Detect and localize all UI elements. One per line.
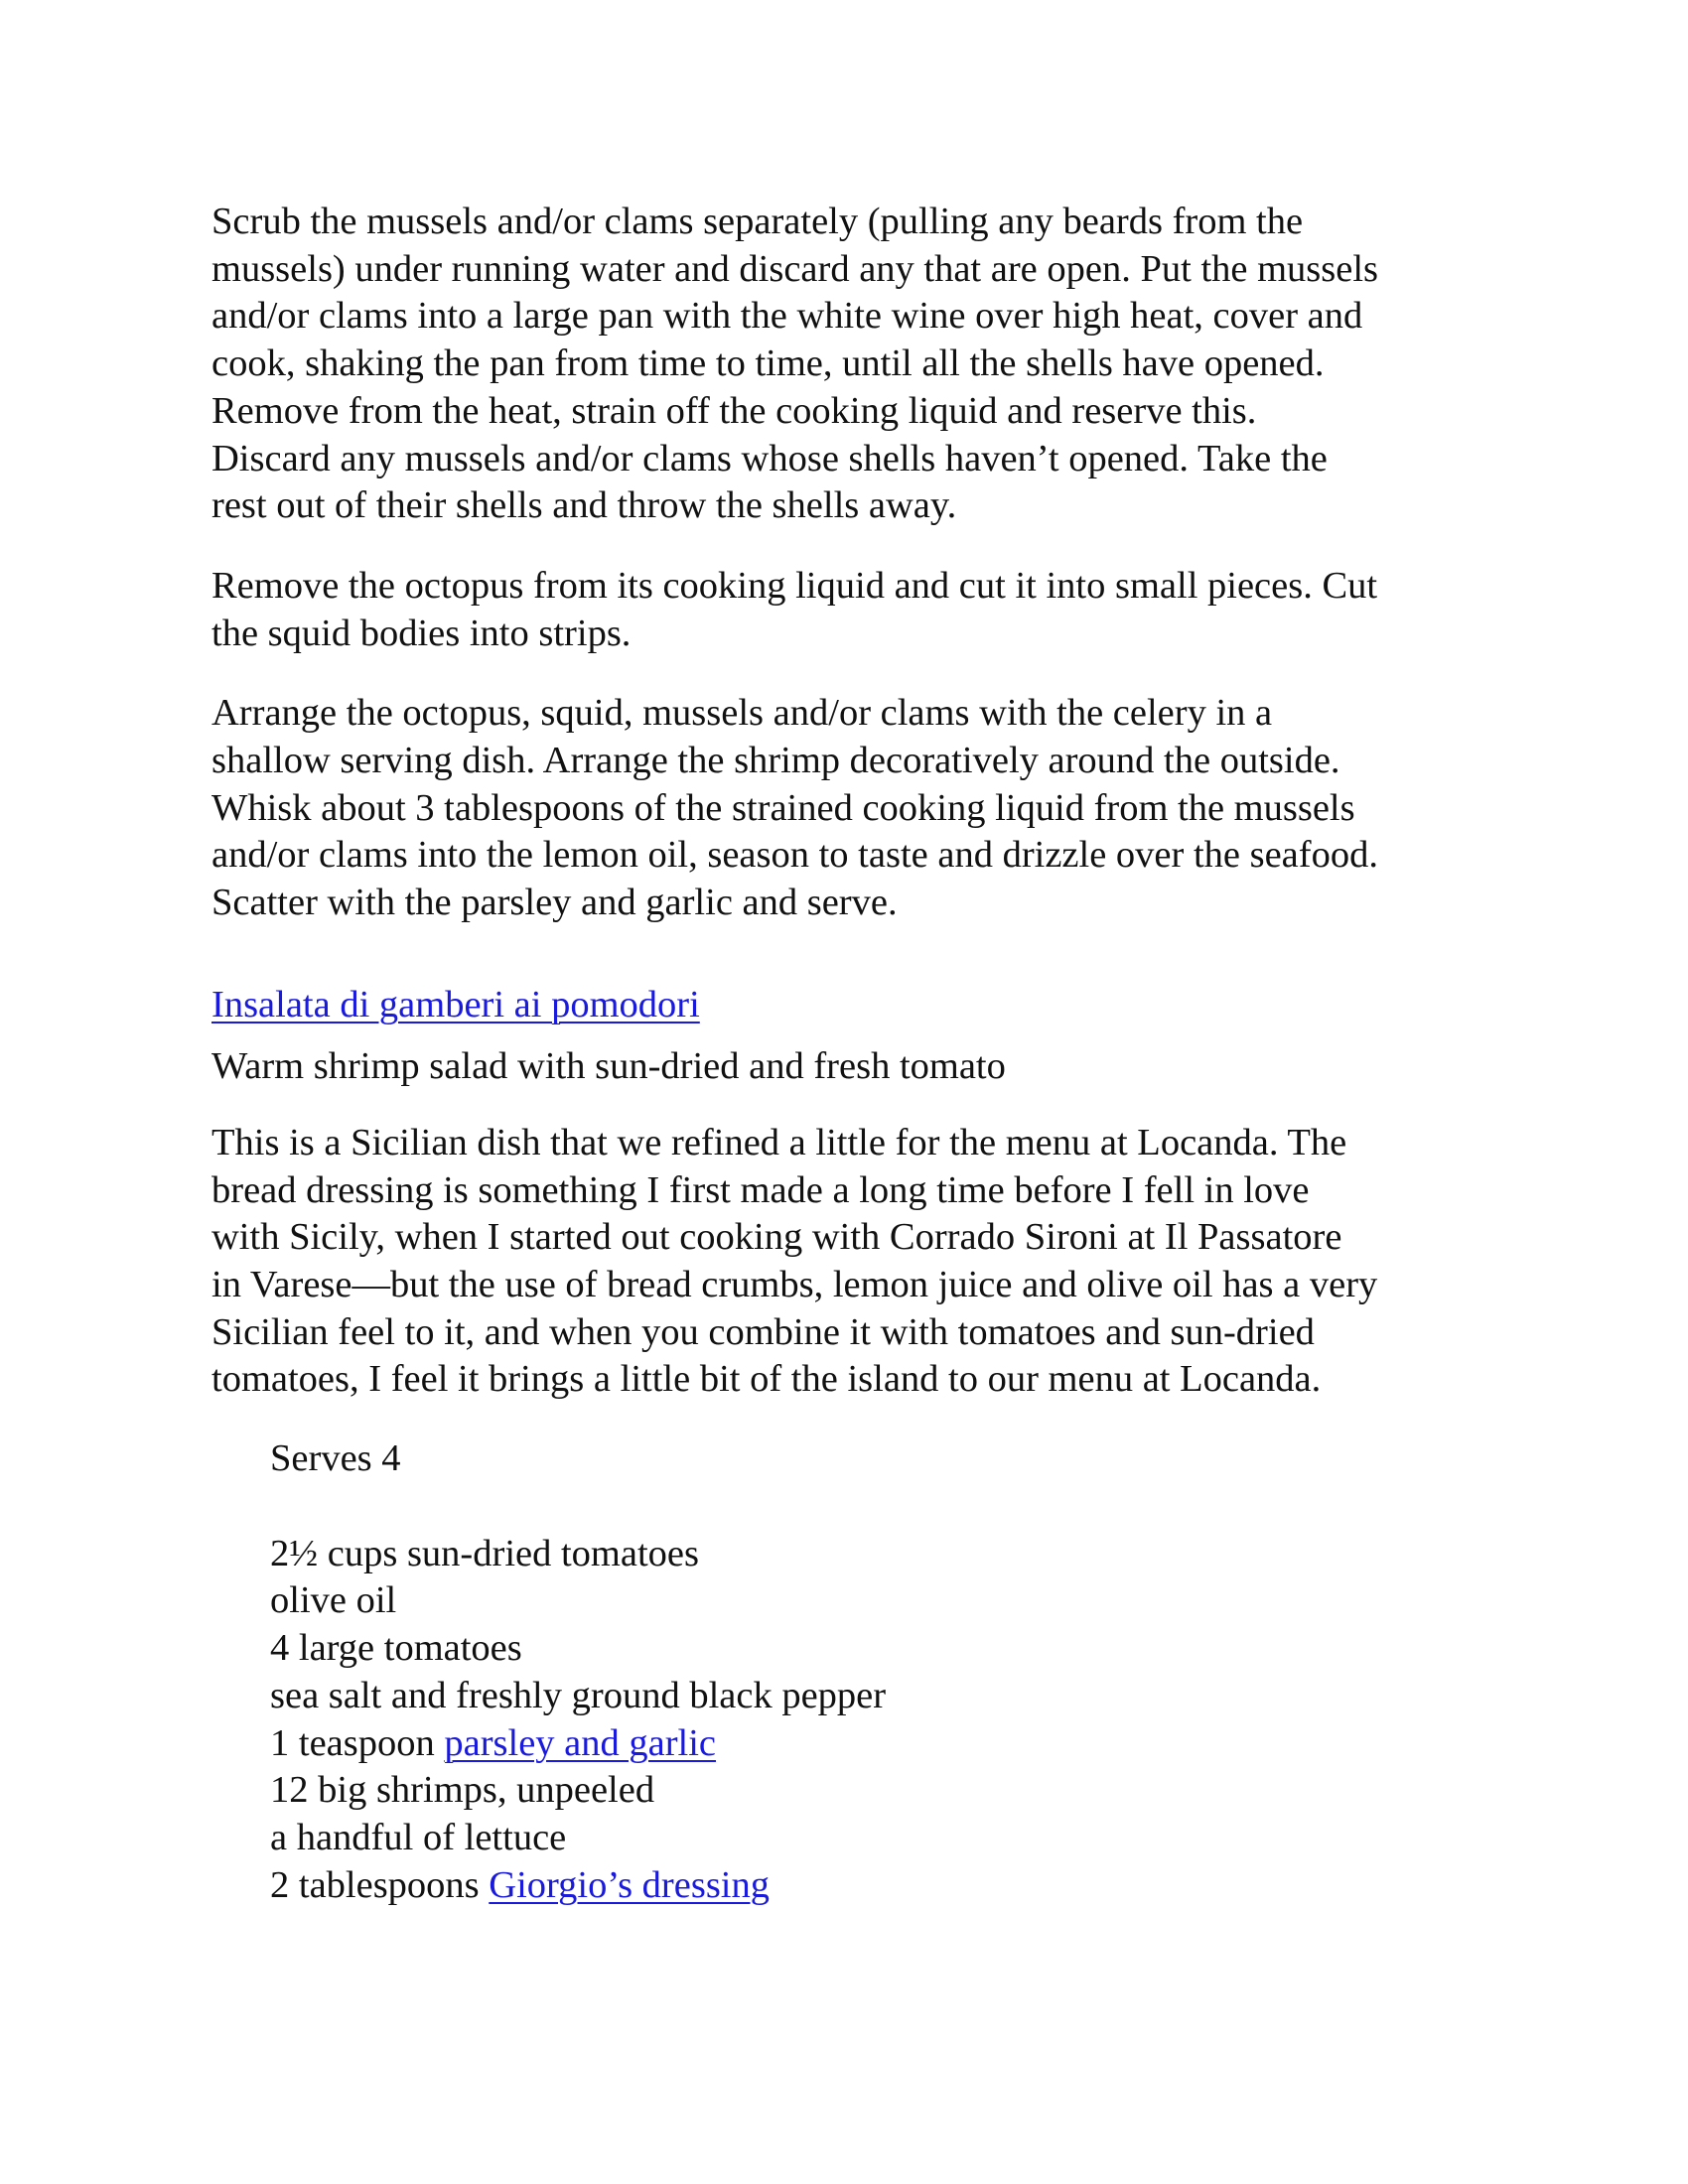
ingredient-text: 12 big shrimps, unpeeled [270,1769,655,1812]
ingredient-item [270,1625,1492,1673]
ingredient-item [270,1673,1492,1720]
text-line: Whisk about 3 tablespoons of the strained cooking liquid from the mussels [211,786,1355,829]
text-line: Scatter with the parsley and garlic and serve. [211,882,898,924]
text-line: Scrub the mussels and/or clams separately (pulling any beards from the [211,201,1304,242]
text-line: rest out of their shells and throw the shells away. [211,484,957,527]
ingredient-text: 4 large tomatoes [270,1627,522,1670]
text-line: Sicilian feel to it, and when you combine it with tomatoes and sun-dried [211,1310,1315,1353]
text-line: the squid bodies into strips. [211,612,632,654]
text-line: mussels) under running water and discard any that are open. Put the mussels [211,247,1379,290]
method-paragraph-3 [211,690,1492,927]
ingredient-text: 2½ cups sun-dried tomatoes [270,1532,699,1574]
text-line: bread dressing is something I first made a long time before I fell in love [211,1168,1310,1211]
ingredient-text: 1 teaspoon [270,1721,445,1764]
document-page [211,199,1492,1909]
ingredient-item [270,1577,1492,1625]
parsley-and-garlic-link[interactable]: parsley and garlic [444,1721,717,1764]
text-line: in Varese—but the use of bread crumbs, lemon juice and olive oil has a very [211,1263,1378,1305]
text-line: Remove the octopus from its cooking liquid and cut it into small pieces. Cut [211,564,1378,607]
ingredient-text: a handful of lettuce [270,1816,567,1858]
text-line: This is a Sicilian dish that we refined a little for the menu at Locanda. The [211,1121,1347,1163]
text-line: and/or clams into a large pan with the white wine over high heat, cover and [211,295,1363,338]
ingredient-item [270,1862,1492,1910]
ingredient-item [270,1767,1492,1815]
recipe-title [211,981,1492,1028]
serves-count: Serves 4 [270,1437,401,1480]
ingredient-list [270,1531,1492,1910]
method-paragraph-2 [211,563,1492,657]
recipe-title-link[interactable]: Insalata di gamberi ai pomodori [211,983,700,1025]
ingredient-text: sea salt and freshly ground black pepper [270,1674,887,1716]
text-line: Discard any mussels and/or clams whose shells haven’t opened. Take the [211,437,1328,479]
text-line: shallow serving dish. Arrange the shrimp decoratively around the outside. [211,740,1340,782]
recipe-subtitle: Warm shrimp salad with sun-dried and fresh tomato [211,1044,1006,1087]
ingredient-item [270,1531,1492,1578]
text-line: cook, shaking the pan from time to time, until all the shells have opened. [211,342,1325,385]
text-line: with Sicily, when I started out cooking with Corrado Sironi at Il Passatore [211,1216,1342,1259]
text-line: and/or clams into the lemon oil, season to taste and drizzle over the seafood. [211,834,1378,877]
method-paragraph-1 [211,199,1492,530]
text-line: Arrange the octopus, squid, mussels and/or clams with the celery in a [211,692,1273,735]
recipe-intro [211,1120,1492,1404]
giorgios-dressing-link[interactable]: Giorgio’s dressing [489,1863,770,1906]
ingredient-text: olive oil [270,1579,397,1622]
text-line: Remove from the heat, strain off the cooking liquid and reserve this. [211,389,1257,432]
ingredient-text: 2 tablespoons [270,1863,490,1906]
text-line: tomatoes, I feel it brings a little bit of the island to our menu at Locanda. [211,1358,1322,1401]
ingredient-item [270,1815,1492,1862]
ingredient-item [270,1720,1492,1768]
